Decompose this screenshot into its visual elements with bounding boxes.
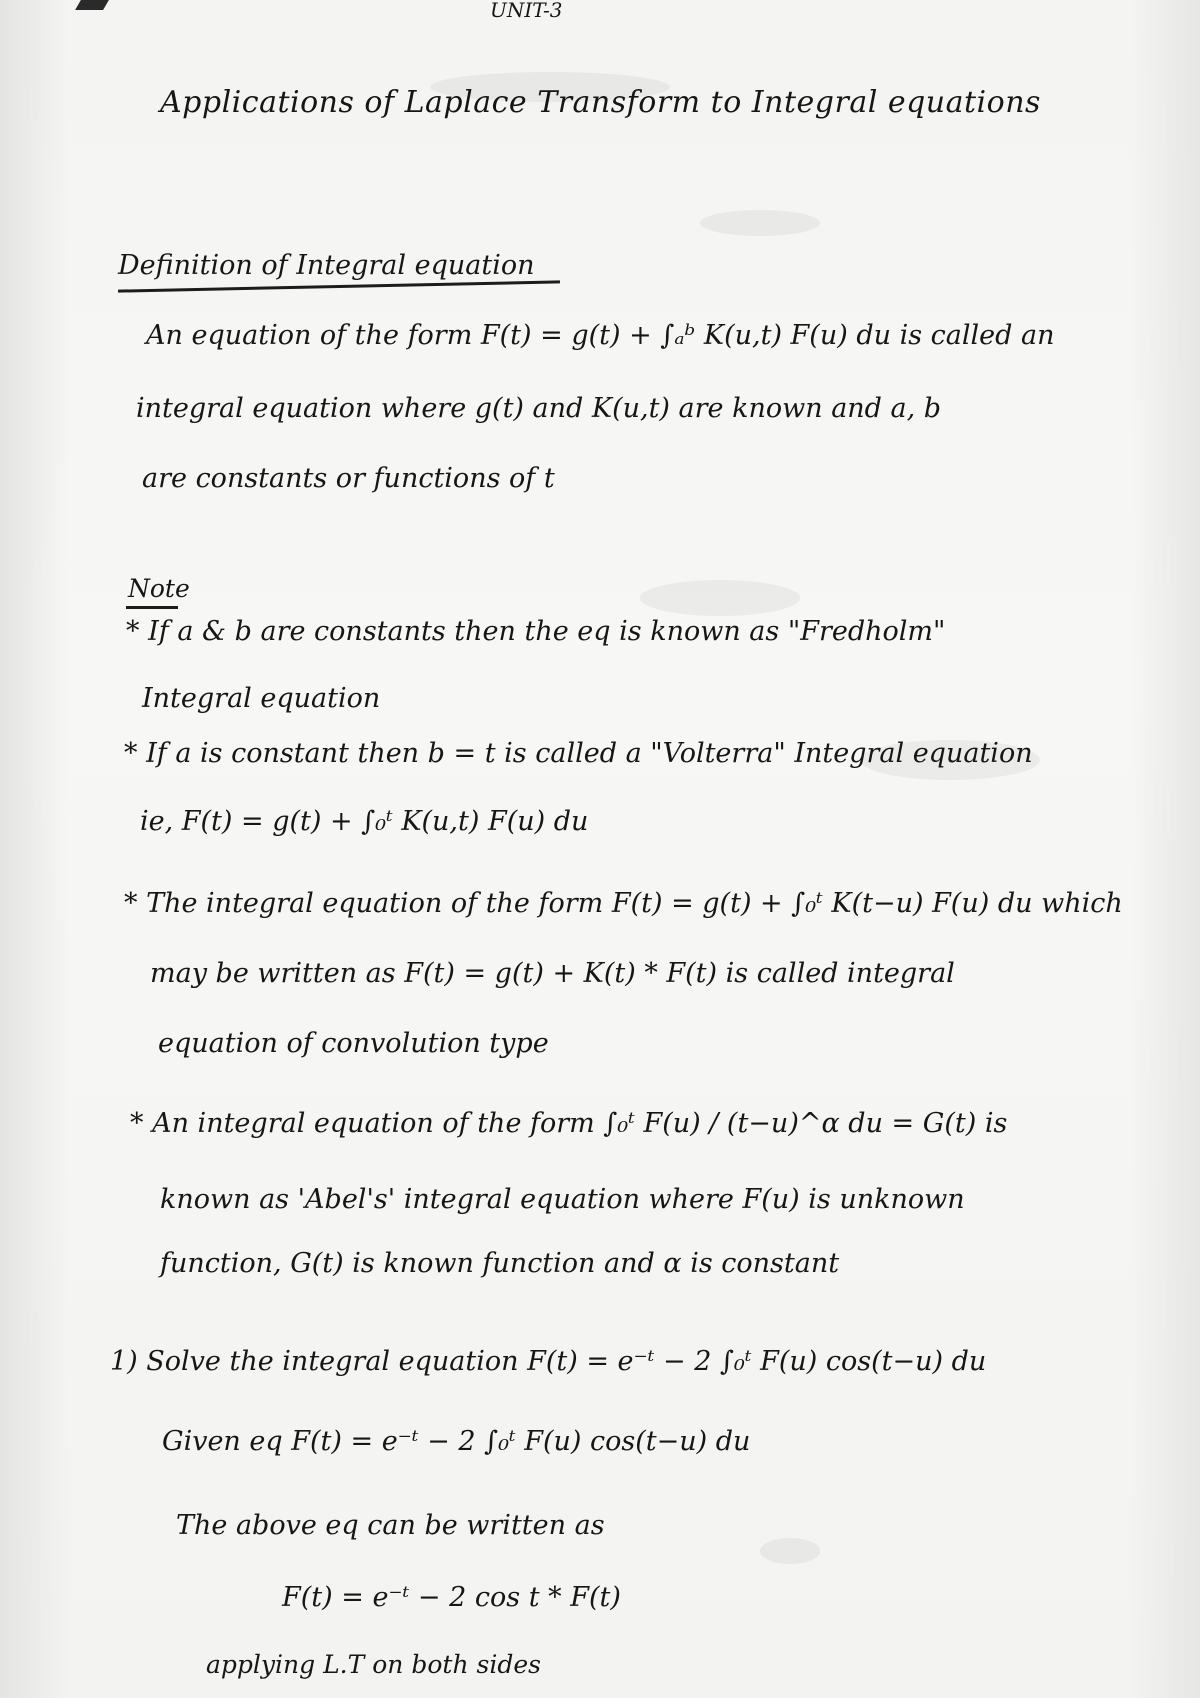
example-given: Given eq F(t) = e⁻ᵗ − 2 ∫₀ᵗ F(u) cos(t−u) du: [162, 1426, 751, 1457]
unit-label: UNIT-3: [490, 0, 563, 22]
definition-line: are constants or functions of t: [142, 463, 555, 494]
bleed-through-smudge: [760, 1538, 820, 1564]
definition-heading: Definition of Integral equation: [118, 250, 535, 281]
note-bullet-convolution: * The integral equation of the form F(t) = g(t) + ∫₀ᵗ K(t−u) F(u) du which: [124, 888, 1123, 919]
note-bullet-abel-cont: function, G(t) is known function and α is constant: [160, 1248, 840, 1279]
example-step: applying L.T on both sides: [206, 1650, 541, 1679]
note-bullet-abel: * An integral equation of the form ∫₀ᵗ F(u) / (t−u)^α du = G(t) is: [130, 1108, 1008, 1139]
page-shadow-left: [0, 0, 70, 1698]
definition-line: integral equation where g(t) and K(u,t) are known and a, b: [136, 393, 942, 424]
corner-ink-mark: [75, 0, 109, 10]
bleed-through-smudge: [640, 580, 800, 616]
note-bullet-convolution-cont: may be written as F(t) = g(t) + K(t) * F(t) is called integral: [150, 958, 955, 989]
example-problem: 1) Solve the integral equation F(t) = e⁻ᵗ − 2 ∫₀ᵗ F(u) cos(t−u) du: [110, 1346, 987, 1377]
bleed-through-smudge: [700, 210, 820, 236]
note-bullet-convolution-cont: equation of convolution type: [158, 1028, 549, 1059]
note-bullet-fredholm: * If a & b are constants then the eq is known as "Fredholm": [126, 616, 946, 647]
page-title: Applications of Laplace Transform to Integral equations: [160, 85, 1041, 120]
note-label: Note: [128, 574, 190, 603]
example-convolution-form: F(t) = e⁻ᵗ − 2 cos t * F(t): [282, 1582, 621, 1613]
example-step: The above eq can be written as: [176, 1510, 605, 1541]
definition-line: An equation of the form F(t) = g(t) + ∫ₐᵇ K(u,t) F(u) du is called an: [146, 320, 1055, 351]
note-underline: [126, 606, 178, 609]
heading-underline: [118, 280, 560, 292]
note-bullet-volterra: * If a is constant then b = t is called a "Volterra" Integral equation: [124, 738, 1033, 769]
note-bullet-volterra-formula: ie, F(t) = g(t) + ∫₀ᵗ K(u,t) F(u) du: [140, 806, 589, 837]
note-bullet-fredholm-cont: Integral equation: [142, 683, 381, 714]
page-shadow-right: [1130, 0, 1200, 1698]
note-bullet-abel-cont: known as 'Abel's' integral equation where F(u) is unknown: [160, 1184, 965, 1215]
